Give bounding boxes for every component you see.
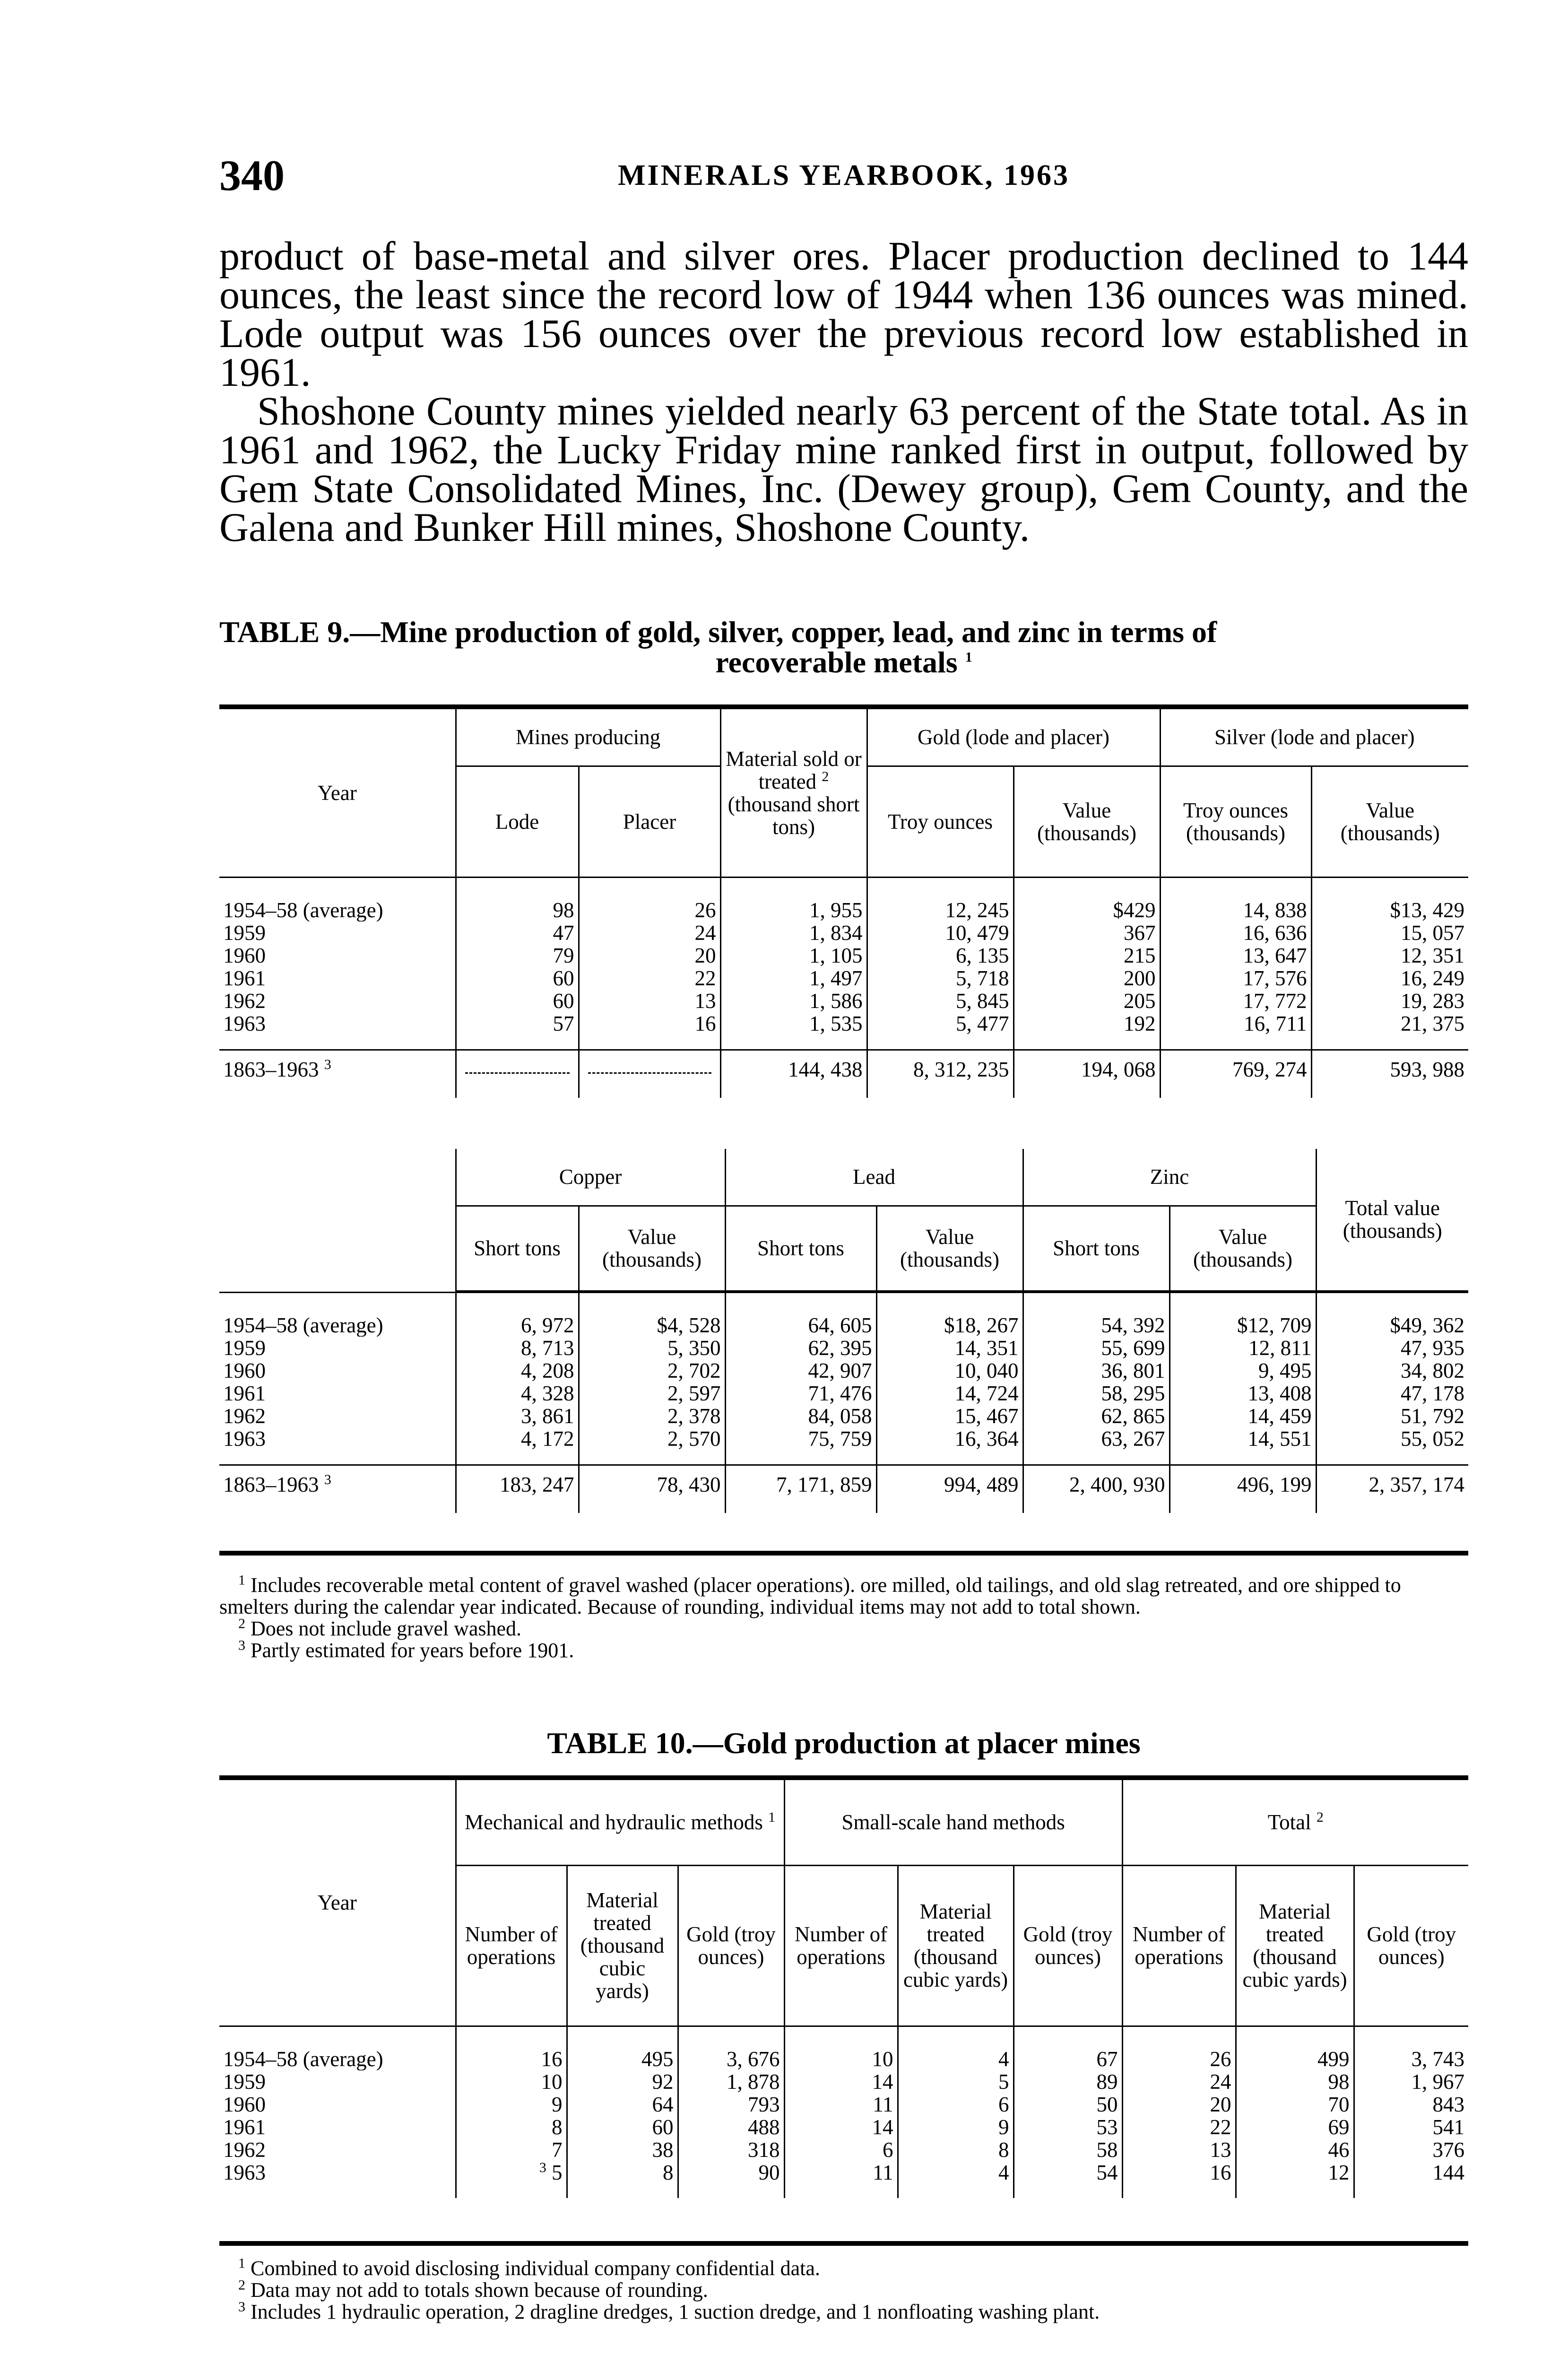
table9-bottom-rule [219,1551,1468,1556]
silver-troy-header: Troy ounces (thousands) [1160,766,1311,877]
footnote: $^1$ Combined to avoid disclosing individual company confidential data. [238,2255,820,2280]
table-row: 1962 3, 861 2, 378 84, 058 15, 467 62, 865 14, 459 51, 792 [219,1405,1468,1427]
table-row: 1960 4, 208 2, 702 42, 907 10, 040 36, 801 9, 495 34, 802 [219,1359,1468,1382]
copper-value-header: Value (thousands) [579,1206,725,1291]
small-material-header: Material treated (thousand cubic yards) [898,1865,1014,2026]
small-gold-header: Gold (troy ounces) [1014,1865,1122,2026]
body-text [219,233,1468,550]
table9-part2 [219,1149,1468,1513]
table9-caption-line2: recoverable metals [715,645,958,679]
table10-top-rule [219,1775,1468,1780]
mech-gold-header: Gold (troy ounces) [678,1865,784,2026]
copper-tons-header: Short tons [456,1206,579,1291]
material-header: Material sold or treated $^2$ (thousand short tons) [720,709,867,877]
page-header [219,150,1468,202]
table9-part1 [219,709,1468,1098]
table-row: 1954–58 (average) 16 495 3, 676 10 4 67 26 499 3, 743 [219,2026,1468,2070]
paragraph: product of base-metal and silver ores. Placer production declined to 144 ounces, the least since the record low of 1944 when 136 ounces was mined. Lode output was 156 ounces over the previous record low established in 1961. [219,233,1468,395]
table-row: 1960 9 64 793 11 6 50 20 70 843 [219,2093,1468,2116]
table9-caption-line1: TABLE 9.—Mine production of gold, silver, copper, lead, and zinc in terms of [219,615,1217,649]
total-value-header: Total value (thousands) [1316,1149,1468,1291]
footnote: $^2$ Data may not add to totals shown because of rounding. [238,2277,708,2302]
year-header: Year [219,709,456,877]
small-number-header: Number of operations [784,1865,898,2026]
table-row: 1954–58 (average) 6, 972 $4, 528 64, 605 $18, 267 54, 392 $12, 709 $49, 362 [219,1292,1468,1337]
zinc-header: Zinc [1023,1149,1316,1206]
paragraph: Shoshone County mines yielded nearly 63 percent of the State total. As in 1961 and 1962, the Lucky Friday mine ranked first in output, followed by Gem State Consolidated Mines, Inc. (Dewey group), Gem County, and the Galena and Bunker Hill mines, Shoshone County. [219,388,1468,550]
small-scale-group-header: Small-scale hand methods [784,1780,1122,1865]
silver-group-header: Silver (lode and placer) [1160,709,1468,766]
zinc-value-header: Value (thousands) [1170,1206,1316,1291]
table-row: 1959 47 24 1, 834 10, 479 367 16, 636 15, 057 [219,921,1468,944]
leader-dashes [465,1058,570,1074]
lead-tons-header: Short tons [725,1206,876,1291]
table-row: 1961 60 22 1, 497 5, 718 200 17, 576 16, 249 [219,967,1468,990]
table10 [219,1780,1468,2198]
leader-dashes [588,1058,711,1074]
table-row: 1959 8, 713 5, 350 62, 395 14, 351 55, 699 12, 811 47, 935 [219,1337,1468,1359]
lead-header: Lead [725,1149,1023,1206]
table-row: 1960 79 20 1, 105 6, 135 215 13, 647 12, 351 [219,944,1468,967]
total-group-header: Total $^2$ [1122,1780,1468,1865]
total-row: 1863–1963 $^3$ 144, 438 8, 312, 235 194, 068 769, 274 593, 988 [219,1050,1468,1098]
table10-bottom-rule [219,2241,1468,2246]
table10-caption: TABLE 10.—Gold production at placer mines [547,1726,1141,1760]
gold-group-header: Gold (lode and placer) [867,709,1160,766]
lead-value-header: Value (thousands) [876,1206,1023,1291]
table-row: 1963 4, 172 2, 570 75, 759 16, 364 63, 267 14, 551 55, 052 [219,1427,1468,1465]
placer-header: Placer [579,766,720,877]
mech-material-header: Material treated (thousand cubic yards) [567,1865,678,2026]
table-row: 1961 4, 328 2, 597 71, 476 14, 724 58, 295 13, 408 47, 178 [219,1382,1468,1405]
gold-value-header: Value (thousands) [1014,766,1160,877]
silver-value-header: Value (thousands) [1311,766,1468,877]
table9-top-rule [219,704,1468,709]
total-number-header: Number of operations [1122,1865,1236,2026]
table-row: 1962 60 13 1, 586 5, 845 205 17, 772 19, 283 [219,990,1468,1012]
table-row: 1962 7 38 318 6 8 58 13 46 376 [219,2138,1468,2161]
footnote: $^3$ Partly estimated for years before 1901. [238,1637,574,1662]
mech-number-header: Number of operations [456,1865,567,2026]
table-row: 1963 57 16 1, 535 5, 477 192 16, 711 21, 375 [219,1012,1468,1050]
table-row: 1954–58 (average) 98 26 1, 955 12, 245 $429 14, 838 $13, 429 [219,877,1468,921]
table-row: 1961 8 60 488 14 9 53 22 69 541 [219,2116,1468,2138]
running-title: MINERALS YEARBOOK, 1963 [617,159,1070,191]
footnote: $^2$ Does not include gravel washed. [238,1616,522,1640]
lode-header: Lode [456,766,579,877]
table-row: 1963 $^3$ 5 8 90 11 4 54 16 12 144 [219,2161,1468,2198]
total-gold-header: Gold (troy ounces) [1354,1865,1468,2026]
year-header: Year [219,1780,456,2026]
footnote-ref: 1 [965,649,972,665]
gold-troy-header: Troy ounces [867,766,1014,877]
table9-footnotes [219,1574,1468,1661]
mines-producing-header: Mines producing [456,709,720,766]
total-material-header: Material treated (thousand cubic yards) [1236,1865,1354,2026]
table10-footnotes [219,2255,1468,2323]
footnote: $^3$ Includes 1 hydraulic operation, 2 dragline dredges, 1 suction dredge, and 1 nonfloating washing plant. [238,2299,1100,2323]
total-row: 1863–1963 $^3$ 183, 247 78, 430 7, 171, 859 994, 489 2, 400, 930 496, 199 2, 357, 174 [219,1465,1468,1513]
table-row: 1959 10 92 1, 878 14 5 89 24 98 1, 967 [219,2070,1468,2093]
copper-header: Copper [456,1149,725,1206]
zinc-tons-header: Short tons [1023,1206,1170,1291]
page-number: 340 [219,151,285,200]
table9-caption [219,617,1468,678]
mechanical-group-header: Mechanical and hydraulic methods $^1$ [456,1780,784,1865]
footnote: $^1$ Includes recoverable metal content of gravel washed (placer operations). ore milled, old tailings, and old slag retreated, and ore shipped to smelters during the calendar year indicated. Because of rounding, individual items may not add to total shown. [219,1572,1401,1618]
